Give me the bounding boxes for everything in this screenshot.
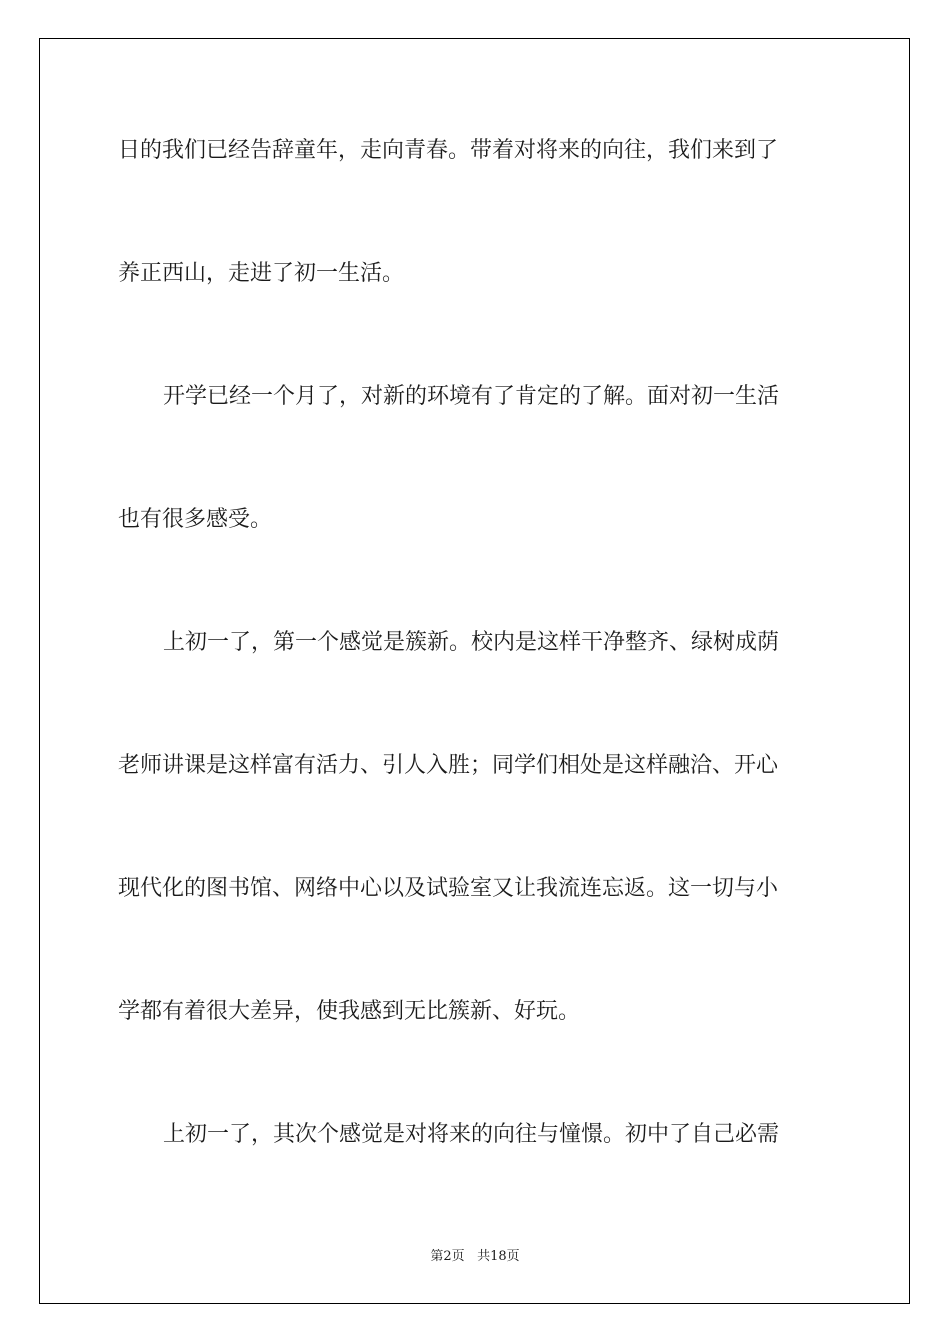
text-line: 老师讲课是这样富有活力、引人入胜；同学们相处是这样融洽、开心 <box>118 753 779 778</box>
text-line: 养正西山，走进了初一生活。 <box>118 261 405 286</box>
text-line: 日的我们已经告辞童年，走向青春。带着对将来的向往，我们来到了 <box>118 138 779 163</box>
paragraph-start-line: 开学已经一个月了，对新的环境有了肯定的了解。面对初一生活 <box>163 384 780 409</box>
paragraph-start-line: 上初一了，第一个感觉是簇新。校内是这样干净整齐、绿树成荫 <box>163 630 780 655</box>
total-pages: 共18页 <box>477 1249 520 1264</box>
paragraph-start-line: 上初一了，其次个感觉是对将来的向往与憧憬。初中了自己必需 <box>163 1122 780 1147</box>
page-number: 第2页 <box>430 1249 465 1264</box>
text-line: 现代化的图书馆、网络中心以及试验室又让我流连忘返。这一切与小 <box>118 876 779 901</box>
text-line: 学都有着很大差异，使我感到无比簇新、好玩。 <box>118 999 581 1024</box>
page-border <box>39 38 910 1304</box>
page-footer <box>0 1248 950 1266</box>
text-line: 也有很多感受。 <box>118 507 273 532</box>
